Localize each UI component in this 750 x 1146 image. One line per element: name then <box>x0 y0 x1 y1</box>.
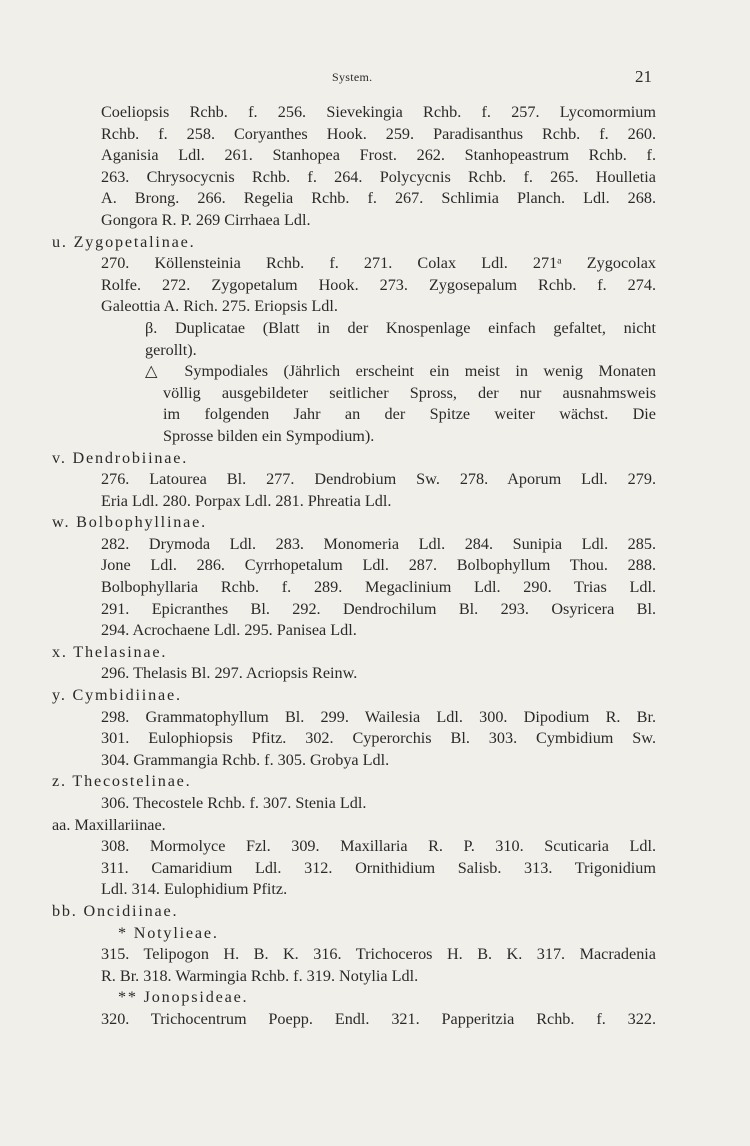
genus-line: 311. Camaridium Ldl. 312. Ornithidium Salisb. 313. Trigonidium <box>101 858 656 877</box>
genus-line: Rchb. f. 258. Coryanthes Hook. 259. Paradisanthus Rchb. f. 260. <box>101 124 656 143</box>
genus-line: Rolfe. 272. Zygopetalum Hook. 273. Zygosepalum Rchb. f. 274. <box>101 275 656 294</box>
genus-line: 315. Telipogon H. B. K. 316. Trichoceros H. B. K. 317. Macradenia <box>101 945 656 964</box>
group-heading: ** Jonopsideae. <box>118 988 249 1007</box>
genus-line: 270. Köllensteinia Rchb. f. 271. Colax Ldl. 271ᵃ Zygocolax <box>101 254 656 273</box>
genus-line: 296. Thelasis Bl. 297. Acriopsis Reinw. <box>101 664 358 683</box>
genus-line: 263. Chrysocycnis Rchb. f. 264. Polycycnis Rchb. f. 265. Houlletia <box>101 167 656 186</box>
genus-line: Sprosse bilden ein Sympodium). <box>163 426 375 445</box>
page-number: 21 <box>635 67 652 86</box>
genus-line: Aganisia Ldl. 261. Stanhopea Frost. 262. Stanhopeastrum Rchb. f. <box>101 146 656 165</box>
genus-line: gerollt). <box>145 340 197 359</box>
genus-line: 276. Latourea Bl. 277. Dendrobium Sw. 278. Aporum Ldl. 279. <box>101 470 656 489</box>
genus-line: △ Sympodiales (Jährlich erscheint ein meist in wenig Monaten <box>145 362 656 381</box>
subtribe-heading: aa. Maxillariinae. <box>52 815 166 834</box>
genus-line: 298. Grammatophyllum Bl. 299. Wailesia Ldl. 300. Dipodium R. Br. <box>101 707 656 726</box>
genus-line: 282. Drymoda Ldl. 283. Monomeria Ldl. 284. Sunipia Ldl. 285. <box>101 534 656 553</box>
genus-line: 294. Acrochaene Ldl. 295. Panisea Ldl. <box>101 621 357 640</box>
genus-line: völlig ausgebildeter seitlicher Spross, der nur ausnahmsweis <box>163 383 656 402</box>
genus-line: im folgenden Jahr an der Spitze weiter wächst. Die <box>163 405 656 424</box>
genus-line: Bolbophyllaria Rchb. f. 289. Megaclinium Ldl. 290. Trias Ldl. <box>101 578 656 597</box>
subtribe-heading: w. Bolbophyllinae. <box>52 513 207 532</box>
genus-line: 306. Thecostele Rchb. f. 307. Stenia Ldl. <box>101 794 367 812</box>
genus-line: Gongora R. P. 269 Cirrhaea Ldl. <box>101 210 311 229</box>
genus-line: 301. Eulophiopsis Pfitz. 302. Cyperorchis Bl. 303. Cymbidium Sw. <box>101 729 656 748</box>
genus-line: A. Brong. 266. Regelia Rchb. f. 267. Schlimia Planch. Ldl. 268. <box>101 189 656 208</box>
genus-line: 304. Grammangia Rchb. f. 305. Grobya Ldl. <box>101 750 390 769</box>
subtribe-heading: bb. Oncidiinae. <box>52 901 179 920</box>
genus-line: R. Br. 318. Warmingia Rchb. f. 319. Notylia Ldl. <box>101 966 419 985</box>
genus-line: 308. Mormolyce Fzl. 309. Maxillaria R. P. 310. Scuticaria Ldl. <box>101 837 656 856</box>
subtribe-heading: z. Thecostelinae. <box>52 772 192 791</box>
taxonomy-list <box>0 102 750 1031</box>
group-heading: * Notylieae. <box>118 923 219 942</box>
subtribe-heading: x. Thelasinae. <box>52 642 168 661</box>
genus-line: 320. Trichocentrum Poepp. Endl. 321. Papperitzia Rchb. f. 322. <box>101 1009 656 1028</box>
genus-line: 291. Epicranthes Bl. 292. Dendrochilum Bl. 293. Osyricera Bl. <box>101 599 656 618</box>
running-head: System. <box>332 70 373 84</box>
genus-line: Coeliopsis Rchb. f. 256. Sievekingia Rchb. f. 257. Lycomormium <box>101 103 656 121</box>
genus-line: Jone Ldl. 286. Cyrrhopetalum Ldl. 287. Bolbophyllum Thou. 288. <box>101 556 656 575</box>
subtribe-heading: u. Zygopetalinae. <box>52 232 196 251</box>
subtribe-heading: v. Dendrobiinae. <box>52 448 189 467</box>
page-header <box>0 67 750 90</box>
genus-line: β. Duplicatae (Blatt in der Knospenlage einfach gefaltet, nicht <box>145 318 656 337</box>
genus-line: Galeottia A. Rich. 275. Eriopsis Ldl. <box>101 297 338 316</box>
genus-line: Ldl. 314. Eulophidium Pfitz. <box>101 880 288 899</box>
subtribe-heading: y. Cymbidiinae. <box>52 686 182 705</box>
genus-line: Eria Ldl. 280. Porpax Ldl. 281. Phreatia Ldl. <box>101 491 392 510</box>
